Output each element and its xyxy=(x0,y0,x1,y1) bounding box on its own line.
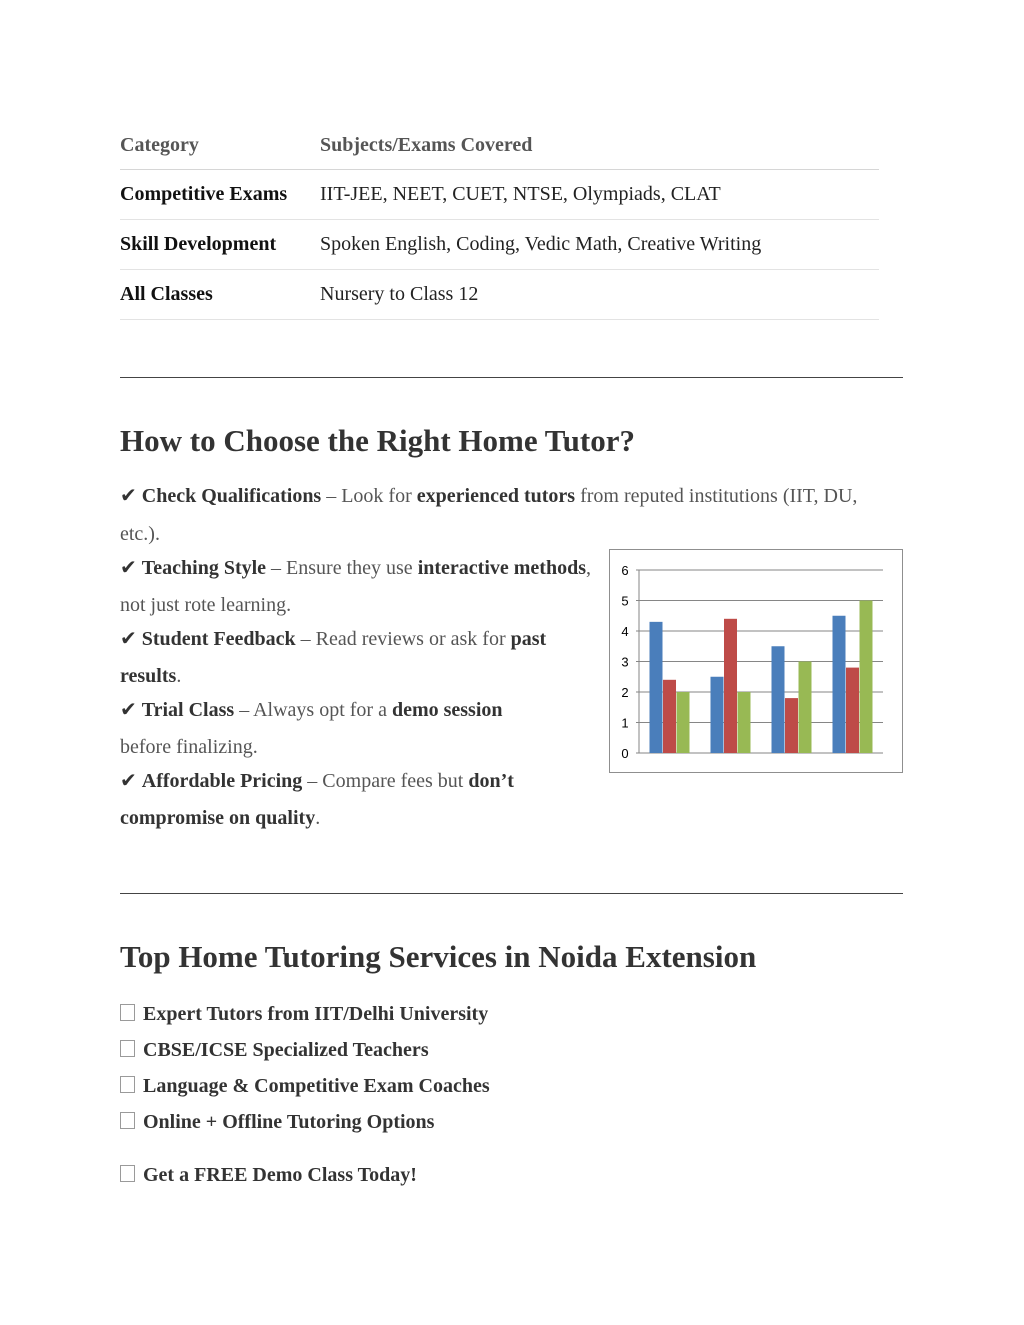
services-list xyxy=(120,996,490,1140)
table-header-subjects: Subjects/Exams Covered xyxy=(320,122,879,170)
list-item xyxy=(120,996,490,1032)
checklist-item-title: Teaching Style xyxy=(141,557,267,579)
checklist-item-title: Affordable Pricing xyxy=(141,770,303,792)
checklist-item xyxy=(120,692,540,766)
checklist-item-text: Look for xyxy=(341,485,417,507)
bar xyxy=(663,680,676,753)
checklist-item-emphasis: past results xyxy=(120,628,547,687)
checklist-item xyxy=(120,621,600,695)
divider xyxy=(120,377,903,378)
y-tick-label: 4 xyxy=(621,624,629,639)
checklist-item-text: Always opt for a xyxy=(253,699,392,721)
bar xyxy=(772,646,785,753)
y-tick-label: 2 xyxy=(621,685,629,700)
checklist-item-separator: – xyxy=(266,557,287,579)
cta-label: Get a FREE Demo Class Today! xyxy=(143,1164,417,1186)
divider xyxy=(120,893,903,894)
bar xyxy=(785,698,798,753)
table-cell-category: Competitive Exams xyxy=(120,170,320,220)
missing-glyph-box-icon xyxy=(120,1165,135,1182)
checklist-item-separator: – xyxy=(302,770,323,792)
bar xyxy=(738,692,751,753)
cta-text xyxy=(120,1157,417,1193)
table-cell-subjects: Nursery to Class 12 xyxy=(320,270,879,320)
missing-glyph-box-icon xyxy=(120,1004,135,1021)
bar xyxy=(724,619,737,753)
missing-glyph-box-icon xyxy=(120,1112,135,1129)
list-item xyxy=(120,1104,490,1140)
table-row xyxy=(120,170,879,220)
checklist-item-text: from reputed institutions (IIT, DU, etc.). xyxy=(120,485,858,545)
section-heading-choose-tutor: How to Choose the Right Home Tutor? xyxy=(120,423,635,458)
checklist-item-text: , not just rote learning. xyxy=(120,557,591,616)
table-row xyxy=(120,220,879,270)
checklist-item-title: Check Qualifications xyxy=(141,485,322,507)
table-cell-category: All Classes xyxy=(120,270,320,320)
checklist-item-emphasis: don’t compromise on quality xyxy=(120,770,514,829)
y-tick-label: 0 xyxy=(621,746,629,761)
y-tick-label: 5 xyxy=(621,593,629,609)
bar xyxy=(846,668,859,753)
check-icon: ✔ xyxy=(120,628,137,650)
missing-glyph-box-icon xyxy=(120,1076,135,1093)
checklist-item-emphasis: demo session xyxy=(391,699,503,721)
bar xyxy=(860,601,873,754)
bar xyxy=(799,662,812,754)
list-item-label: Expert Tutors from IIT/Delhi University xyxy=(143,1003,489,1025)
list-item-label: Language & Competitive Exam Coaches xyxy=(143,1075,490,1097)
table-header-category: Category xyxy=(120,122,320,170)
bar-chart-svg xyxy=(610,550,902,772)
checklist-item-separator: – xyxy=(321,485,342,507)
bar xyxy=(833,616,846,753)
checklist-item-text: Read reviews or ask for xyxy=(315,628,511,650)
check-icon: ✔ xyxy=(120,699,137,721)
section-heading-top-services: Top Home Tutoring Services in Noida Extension xyxy=(120,939,757,974)
y-tick-label: 6 xyxy=(621,563,629,578)
list-item-label: Online + Offline Tutoring Options xyxy=(143,1111,435,1133)
checklist-item-text: Compare fees but xyxy=(322,770,469,792)
y-tick-label: 1 xyxy=(621,715,629,731)
table-header-row xyxy=(120,122,879,170)
list-item xyxy=(120,1068,490,1104)
table-cell-subjects: Spoken English, Coding, Vedic Math, Creative Writing xyxy=(320,220,879,270)
y-tick-label: 3 xyxy=(621,654,629,670)
checklist-item-title: Student Feedback xyxy=(141,628,296,650)
bar xyxy=(677,692,690,753)
coverage-table xyxy=(120,122,879,320)
list-item xyxy=(120,1032,490,1068)
checklist-item-text: . xyxy=(315,807,321,829)
checklist-item-title: Trial Class xyxy=(141,699,235,721)
list-item-label: CBSE/ICSE Specialized Teachers xyxy=(143,1039,429,1061)
checklist-item-text: . xyxy=(176,665,182,687)
table-row xyxy=(120,270,879,320)
checklist-item-separator: – xyxy=(295,628,316,650)
checklist-item-emphasis: interactive methods xyxy=(417,557,586,579)
check-icon: ✔ xyxy=(120,770,137,792)
bar xyxy=(650,622,663,753)
check-icon: ✔ xyxy=(120,557,137,579)
checklist-item-separator: – xyxy=(234,699,254,721)
checklist-item-text: Ensure they use xyxy=(286,557,418,579)
table-cell-subjects: IIT-JEE, NEET, CUET, NTSE, Olympiads, CLAT xyxy=(320,170,879,220)
checklist-item-emphasis: experienced tutors xyxy=(416,485,576,507)
checklist xyxy=(120,550,600,837)
check-icon: ✔ xyxy=(120,485,137,507)
checklist-item xyxy=(120,550,600,624)
missing-glyph-box-icon xyxy=(120,1040,135,1057)
bar xyxy=(711,677,724,753)
checklist-item-text: before finalizing. xyxy=(120,736,258,758)
bar-chart xyxy=(609,549,903,773)
table-cell-category: Skill Development xyxy=(120,220,320,270)
checklist-item xyxy=(120,478,900,553)
checklist-item xyxy=(120,763,570,837)
